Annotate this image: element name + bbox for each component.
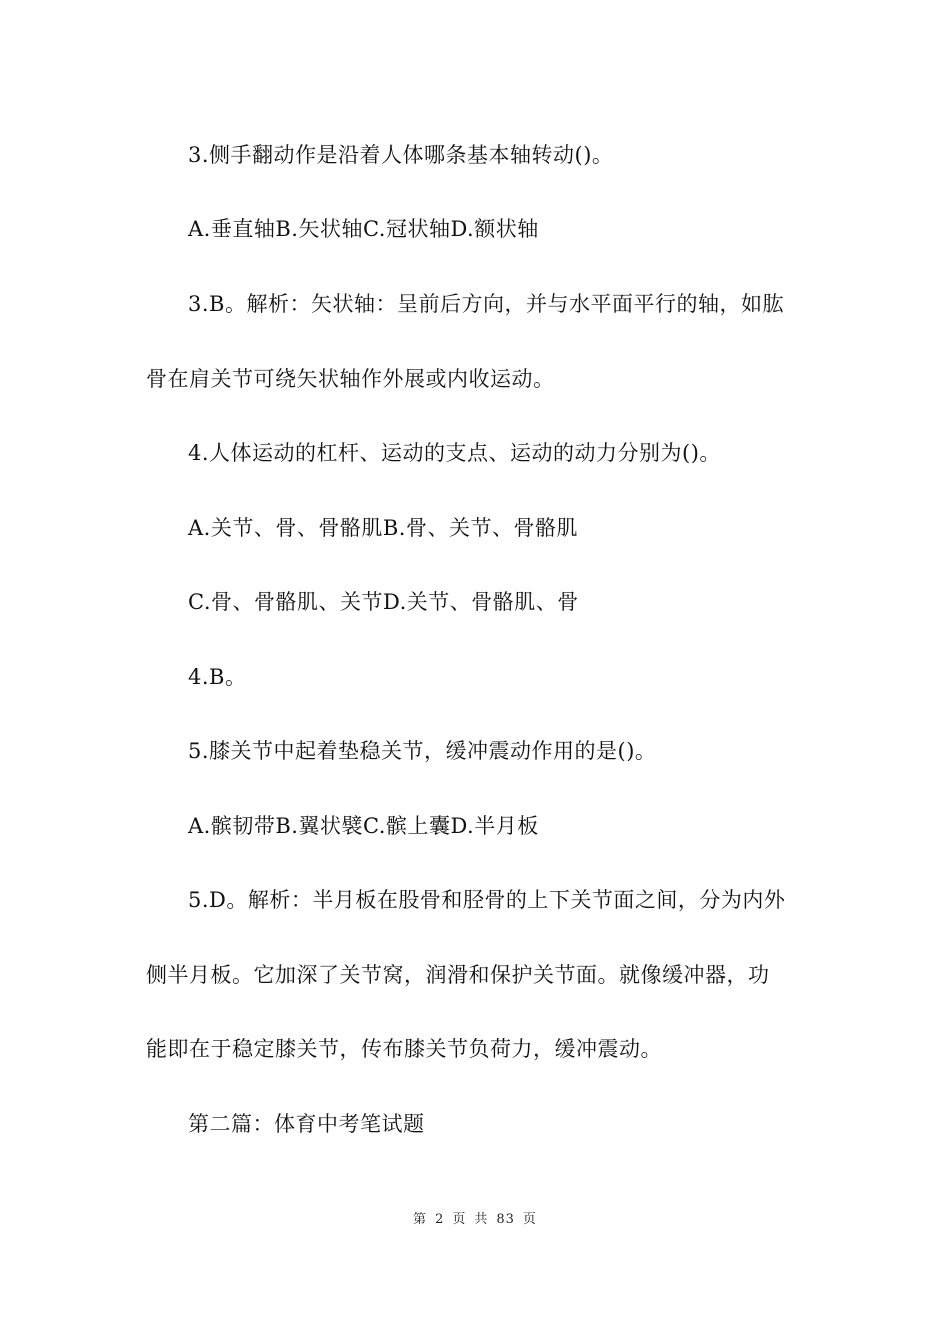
answer-5-line-3: 能即在于稳定膝关节，传布膝关节负荷力，缓冲震动。 (146, 1037, 662, 1061)
answer-5-line-1: 5.D。解析：半月板在股骨和胫骨的上下关节面之间，分为内外 (188, 888, 786, 912)
question-5: 5.膝关节中起着垫稳关节，缓冲震动作用的是()。 (188, 739, 657, 763)
answer-4: 4.B。 (188, 665, 247, 689)
footer-label-page-unit: 页 (452, 1212, 467, 1227)
question-5-options: A.髌韧带B.翼状襞C.髌上囊D.半月板 (188, 814, 539, 838)
footer-label-total: 共 (474, 1212, 489, 1227)
footer-label-page: 第 (413, 1212, 428, 1227)
question-4: 4.人体运动的杠杆、运动的支点、运动的动力分别为()。 (188, 441, 721, 465)
page-footer (0, 1208, 950, 1227)
question-3-options: A.垂直轴B.矢状轴C.冠状轴D.额状轴 (188, 217, 539, 241)
footer-total-pages: 83 (496, 1212, 515, 1227)
question-4-options-cd: C.骨、骨骼肌、关节D.关节、骨骼肌、骨 (188, 590, 579, 614)
footer-label-total-unit: 页 (522, 1212, 537, 1227)
footer-current-page: 2 (435, 1212, 445, 1227)
question-3: 3.侧手翻动作是沿着人体哪条基本轴转动()。 (188, 143, 614, 167)
answer-3-line-1: 3.B。解析：矢状轴：呈前后方向，并与水平面平行的轴，如肱 (188, 292, 784, 316)
question-4-options-ab: A.关节、骨、骨骼肌B.骨、关节、骨骼肌 (188, 516, 578, 540)
answer-5-line-2: 侧半月板。它加深了关节窝，润滑和保护关节面。就像缓冲器，功 (146, 963, 770, 987)
answer-3-line-2: 骨在肩关节可绕矢状轴作外展或内收运动。 (146, 367, 555, 391)
section-heading: 第二篇：体育中考笔试题 (188, 1112, 425, 1136)
